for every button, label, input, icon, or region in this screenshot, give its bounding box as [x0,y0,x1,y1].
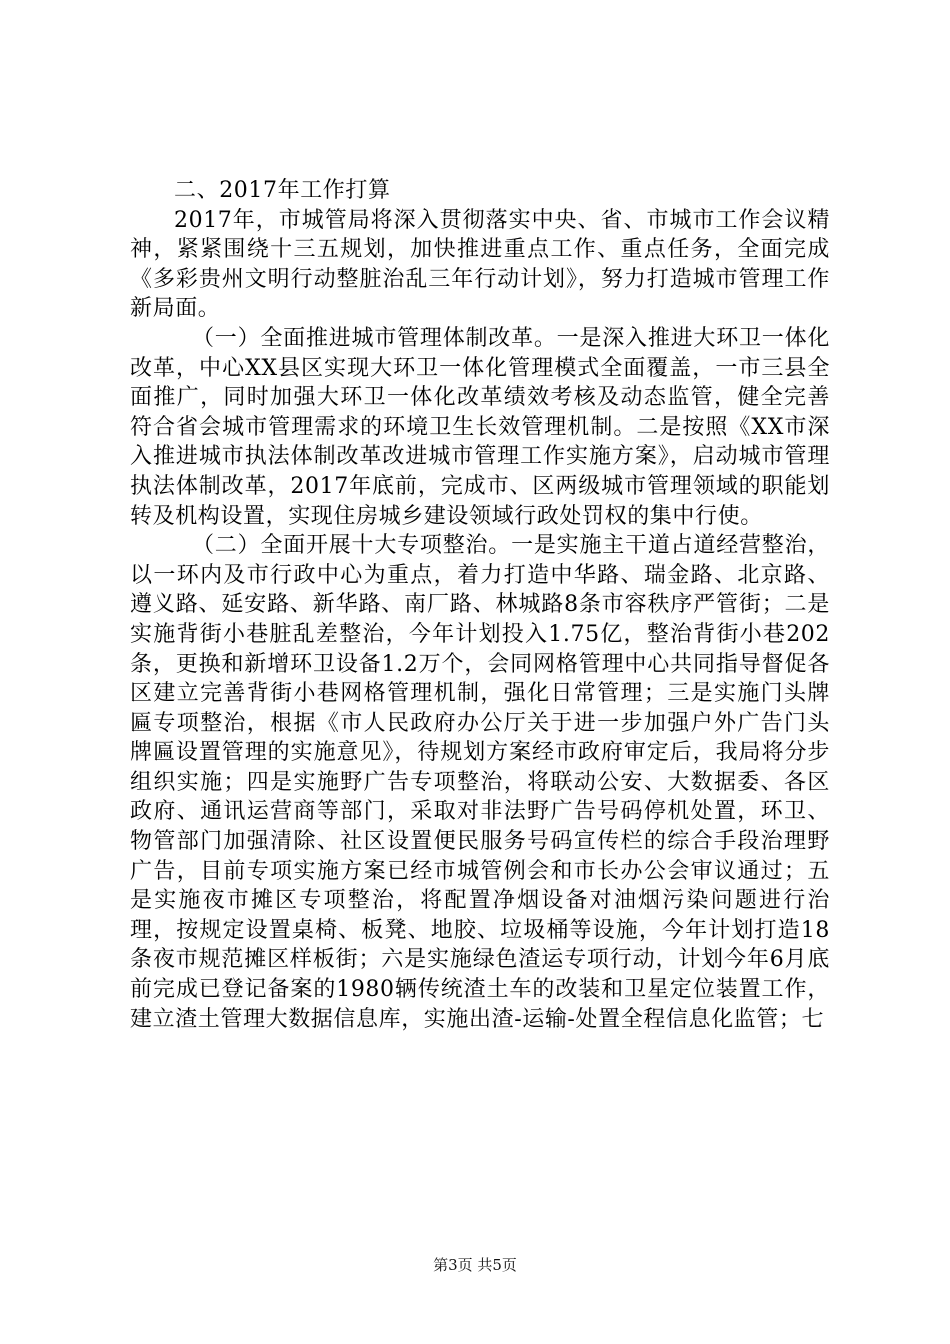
paragraph-special-rectification: （二）全面开展十大专项整治。一是实施主干道占道经营整治，以一环内及市行政中心为重点，着力打造中华路、瑞金路、北京路、遵义路、延安路、新华路、南厂路、林城路8条市容秩序严管街；二是实施背街小巷脏乱差整治，今年计划投入1.75亿，整治背街小巷202条，更换和新增环卫设备1.2万个，会同网格管理中心共同指导督促各区建立完善背街小巷网格管理机制，强化日常管理；三是实施门头牌匾专项整治，根据《市人民政府办公厅关于进一步加强户外广告门头牌匾设置管理的实施意见》，待规划方案经市政府审定后，我局将分步组织实施；四是实施野广告专项整治，将联动公安、大数据委、各区政府、通讯运营商等部门，采取对非法野广告号码停机处置，环卫、物管部门加强清除、社区设置便民服务号码宣传栏的综合手段治理野广告，目前专项实施方案已经市城管例会和市长办公会审议通过；五是实施夜市摊区专项整治，将配置净烟设备对油烟污染问题进行治理，按规定设置桌椅、板凳、地胶、垃圾桶等设施，今年计划打造18条夜市规范摊区样板街；六是实施绿色渣运专项行动，计划今年6月底前完成已登记备案的1980辆传统渣土车的改装和卫星定位装置工作，建立渣土管理大数据信息库，实施出渣-运输-处置全程信息化监管；七 [130,533,830,1032]
document-body [130,176,830,1034]
section-heading: 二、2017年工作打算 [174,178,391,203]
intro-paragraph: 2017年，市城管局将深入贯彻落实中央、省、市城市工作会议精神，紧紧围绕十三五规划，加快推进重点工作、重点任务，全面完成《多彩贵州文明行动整脏治乱三年行动计划》，努力打造城市管理工作新局面。 [130,207,830,322]
page-footer: 第3页 共5页 [433,1256,517,1274]
paragraph-reform: （一）全面推进城市管理体制改革。一是深入推进大环卫一体化改革，中心XX县区实现大环卫一体化管理模式全面覆盖，一市三县全面推广，同时加强大环卫一体化改革绩效考核及动态监管，健全完善符合省会城市管理需求的环境卫生长效管理机制。二是按照《XX市深入推进城市执法体制改革改进城市管理工作实施方案》，启动城市管理执法体制改革，2017年底前，完成市、区两级城市管理领域的职能划转及机构设置，实现住房城乡建设领域行政处罚权的集中行使。 [130,325,830,529]
